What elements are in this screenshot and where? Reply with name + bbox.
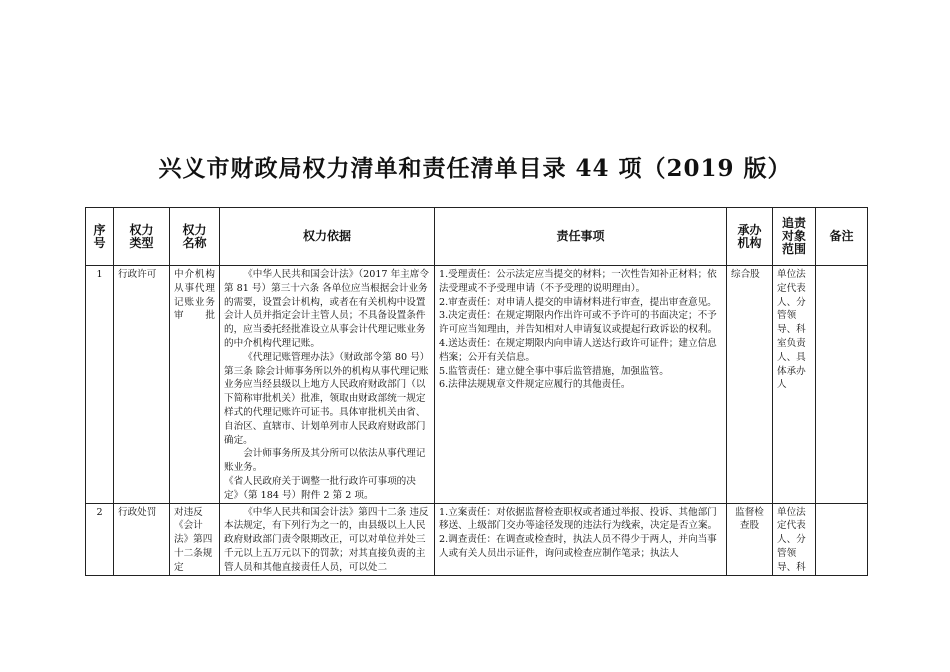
- row-scope-text: 单位法定代表人、分管领导、科: [777, 506, 806, 573]
- basis-clip: [224, 506, 430, 573]
- header-note: 备注: [816, 208, 868, 266]
- row-type: 行政处罚: [114, 503, 170, 575]
- basis-paragraph: 《代理记账管理办法》（财政部令第 80 号）第三条 除会计师事务所以外的机构从事代理记账业务应当经县级以上地方人民政府财政部门（以下简称审批机关）批准，领取由财政部统一规定样式的代理记账许可证书。具体审批机关由省、自治区、直辖市、计划单列市人民政府财政部门确定。: [224, 351, 430, 446]
- row-scope: [773, 503, 816, 575]
- duty-item: 2.调查责任：在调查或检查时，执法人员不得少于两人，并向当事人或有关人员出示证件，询问或检查应制作笔录；执法人: [439, 534, 717, 559]
- row-name-text: 对违反《会计法》第四十二条规定: [174, 506, 213, 573]
- row-seq: 1: [86, 266, 114, 504]
- basis-paragraph: 《省人民政府关于调整一批行政许可事项的决定》（第 184 号）附件 2 第 2 项。: [224, 475, 416, 501]
- table-row: [86, 266, 868, 504]
- row-org: 监督检查股: [727, 503, 773, 575]
- row-basis: [220, 266, 435, 504]
- row-org: 综合股: [727, 266, 773, 504]
- row-name: 中介机构从事代理记账业务审批: [170, 266, 220, 504]
- duty-item: 5.监管责任：建立健全事中事后监管措施，加强监管。: [439, 365, 669, 377]
- power-list-table: [85, 207, 868, 576]
- duty-clip: [439, 506, 722, 573]
- table-header-row: [86, 208, 868, 266]
- row-duty: [435, 503, 727, 575]
- header-name: 权力名称: [170, 208, 220, 266]
- table-row: [86, 503, 868, 575]
- header-seq: 序号: [86, 208, 114, 266]
- basis-paragraph: 《中华人民共和国会计法》（2017 年主席令第 81 号）第三十六条 各单位应当根据会计业务的需要，设置会计机构，或者在有关机构中设置会计人员并指定会计主管人员；不具备设置条件的，应当委托经批准设立从事会计代理记账业务的中介机构代理记账。: [224, 269, 429, 349]
- row-note: [816, 503, 868, 575]
- document-title: 兴义市财政局权力清单和责任清单目录 44 项（2019 版）: [158, 155, 792, 182]
- row-note: [816, 266, 868, 504]
- row-type: 行政许可: [114, 266, 170, 504]
- duty-item: 2.审查责任：对申请人提交的申请材料进行审查，提出审查意见。: [439, 296, 717, 308]
- duty-item: 1.受理责任：公示法定应当提交的材料；一次性告知补正材料；依法受理或不予受理申请（不予受理的说明理由）。: [439, 269, 717, 294]
- basis-paragraph: 会计师事务所及其分所可以依法从事代理记账业务。: [224, 448, 426, 474]
- header-duty: 责任事项: [435, 208, 727, 266]
- header-org: 承办机构: [727, 208, 773, 266]
- duty-item: 6.法律法规规章文件规定应履行的其他责任。: [439, 379, 631, 391]
- row-basis: [220, 503, 435, 575]
- row-scope: 单位法定代表人、分管领导、科室负责人、具体承办人: [773, 266, 816, 504]
- header-type: 权力类型: [114, 208, 170, 266]
- row-name: [170, 503, 220, 575]
- duty-item: 3.决定责任：在规定期限内作出许可或不予许可的书面决定；不予许可应当知理由，并告知相对人申请复议或提起行政诉讼的权利。: [439, 310, 718, 336]
- duty-item: 1.立案责任：对依据监督检查职权或者通过举报、投诉、其他部门移送、上级部门交办等途径发现的违法行为线索，决定是否立案。: [439, 506, 718, 532]
- row-duty: [435, 266, 727, 504]
- header-scope: 追责对象范围: [773, 208, 816, 266]
- basis-paragraph: 《中华人民共和国会计法》第四十二条 违反本法规定，有下列行为之一的，由县级以上人民政府财政部门责令限期改正，可以对单位并处三千元以上五万元以下的罚款；对其直接负责的主管人员和其他直接责任人员，可以处二: [224, 506, 429, 573]
- header-basis: 权力依据: [220, 208, 435, 266]
- duty-item: 4.送达责任：在规定期限内向申请人送达行政许可证件；建立信息档案；公开有关信息。: [439, 337, 717, 363]
- row-seq: 2: [86, 503, 114, 575]
